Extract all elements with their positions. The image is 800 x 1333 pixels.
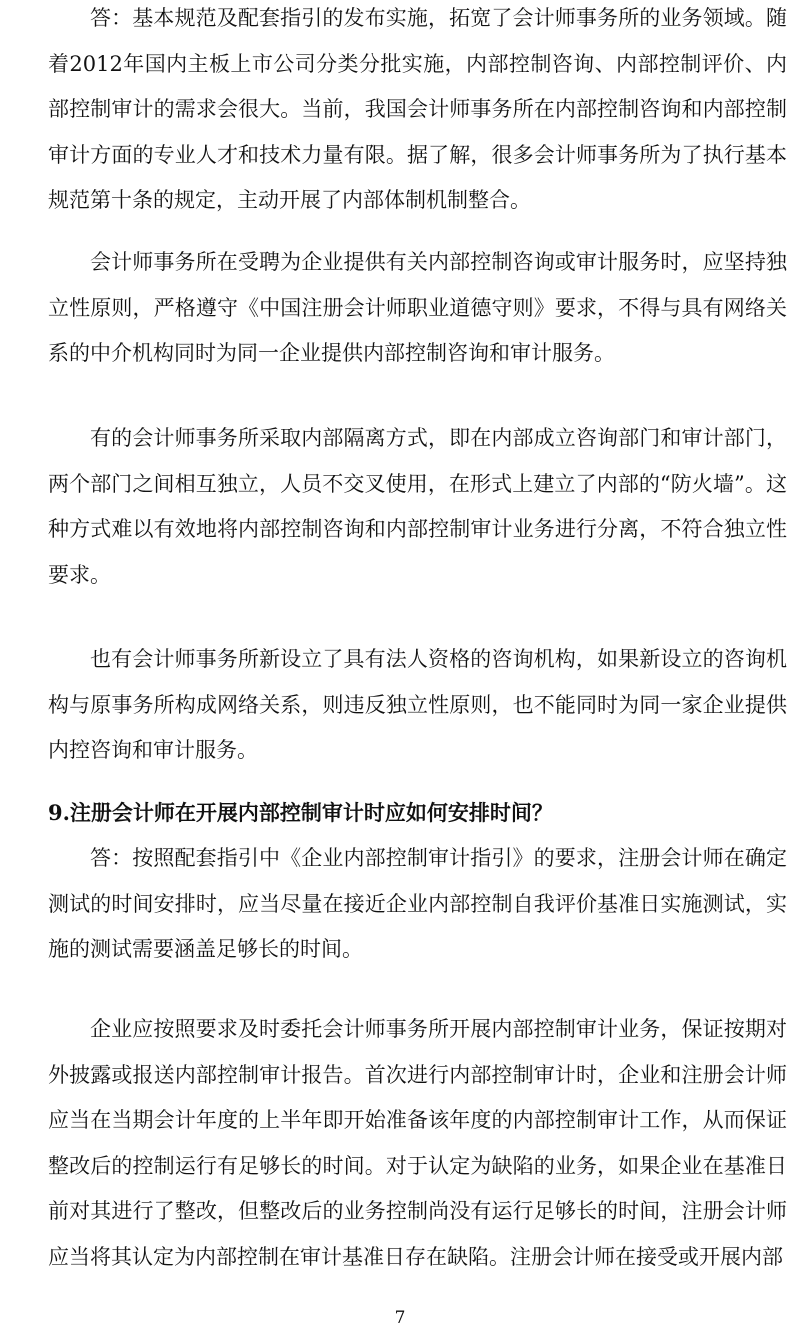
paragraph-independence: 会计师事务所在受聘为企业提供有关内部控制咨询或审计服务时，应坚持独立性原则，严格遵守《中国注册会计师职业道德守则》要求，不得与具有网络关系的中介机构同时为同一企业提供内部控制咨询和审计服务。	[48, 250, 787, 365]
question-9-heading: 9.注册会计师在开展内部控制审计时应如何安排时间？	[48, 800, 553, 825]
paragraph-answer-9: 答：按照配套指引中《企业内部控制审计指引》的要求，注册会计师在确定测试的时间安排时，应当尽量在接近企业内部控制自我评价基准日实施测试，实施的测试需要涵盖足够长的时间。	[48, 846, 787, 961]
page-number: 7	[394, 1308, 406, 1328]
paragraph-consulting-entity: 也有会计师事务所新设立了具有法人资格的咨询机构，如果新设立的咨询机构与原事务所构成网络关系，则违反独立性原则，也不能同时为同一家企业提供内控咨询和审计服务。	[48, 647, 787, 762]
paragraph-timing-requirements: 企业应按照要求及时委托会计师事务所开展内部控制审计业务，保证按期对外披露或报送内部控制审计报告。首次进行内部控制审计时，企业和注册会计师应当在当期会计年度的上半年即开始准备该年度的内部控制审计工作，从而保证整改后的控制运行有足够长的时间。对于认定为缺陷的业务，如果企业在基准日前对其进行了整改，但整改后的业务控制尚没有运行足够长的时间，注册会计师应当将其认定为内部控制在审计基准日存在缺陷。注册会计师在接受或开展内部	[48, 1017, 787, 1269]
paragraph-answer-8-intro: 答：基本规范及配套指引的发布实施，拓宽了会计师事务所的业务领域。随着2012年国内主板上市公司分类分批实施，内部控制咨询、内部控制评价、内部控制审计的需求会很大。当前，我国会计师事务所在内部控制咨询和内部控制审计方面的专业人才和技术力量有限。据了解，很多会计师事务所为了执行基本规范第十条的规定，主动开展了内部体制机制整合。	[48, 6, 787, 212]
paragraph-internal-isolation: 有的会计师事务所采取内部隔离方式，即在内部成立咨询部门和审计部门，两个部门之间相互独立，人员不交叉使用，在形式上建立了内部的“防火墙”。这种方式难以有效地将内部控制咨询和内部控制审计业务进行分离，不符合独立性要求。	[48, 426, 787, 587]
